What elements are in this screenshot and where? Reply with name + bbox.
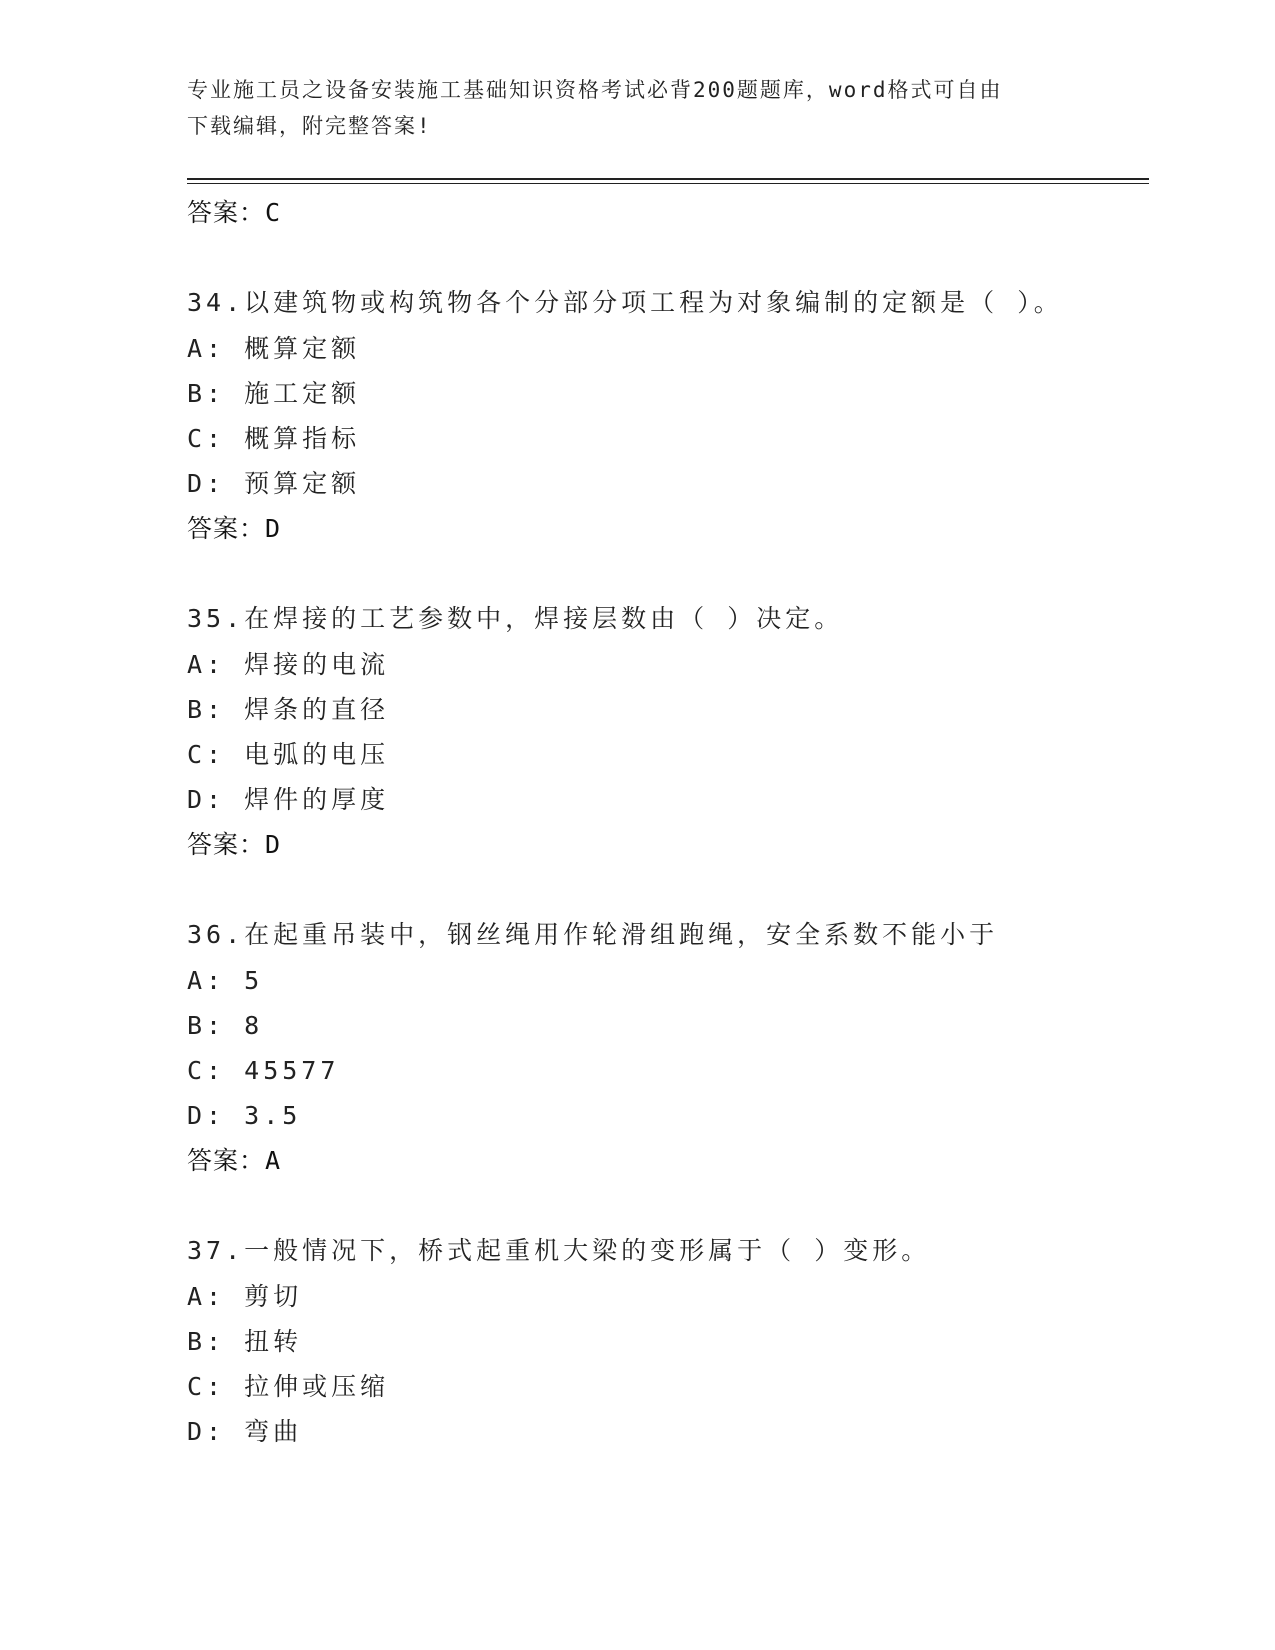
option-a-37: A: 剪切 xyxy=(187,1282,303,1311)
option-b-37: B: 扭转 xyxy=(187,1327,303,1356)
question-block-36 xyxy=(187,912,1147,1184)
option-d-37: D: 弯曲 xyxy=(187,1417,303,1446)
question-list xyxy=(187,190,1147,1454)
question-block-35 xyxy=(187,596,1147,868)
option-d-35: D: 焊件的厚度 xyxy=(187,785,390,814)
option-c-35: C: 电弧的电压 xyxy=(187,740,390,769)
answer-line-35: 答案：D xyxy=(187,830,282,859)
question-text-36: 36.在起重吊装中，钢丝绳用作轮滑组跑绳，安全系数不能小于 xyxy=(187,920,999,949)
question-text-35: 35.在焊接的工艺参数中，焊接层数由（ ）决定。 xyxy=(187,604,844,633)
option-b-34: B: 施工定额 xyxy=(187,379,361,408)
question-text-37: 37.一般情况下，桥式起重机大梁的变形属于（ ）变形。 xyxy=(187,1236,931,1265)
question-block-34 xyxy=(187,280,1147,552)
header-line-2: 下载编辑，附完整答案! xyxy=(187,114,432,138)
question-block-37 xyxy=(187,1228,1147,1454)
option-b-35: B: 焊条的直径 xyxy=(187,695,390,724)
document-header xyxy=(187,72,1067,144)
question-text-34: 34.以建筑物或构筑物各个分部分项工程为对象编制的定额是（ ）。 xyxy=(187,288,1063,317)
answer-line-36: 答案：A xyxy=(187,1146,282,1175)
option-a-35: A: 焊接的电流 xyxy=(187,650,390,679)
option-c-36: C: 45577 xyxy=(187,1056,340,1085)
answer-line-33: 答案：C xyxy=(187,198,282,227)
option-d-36: D: 3.5 xyxy=(187,1101,302,1130)
answer-line-34: 答案：D xyxy=(187,514,282,543)
option-c-34: C: 概算指标 xyxy=(187,424,361,453)
header-divider xyxy=(187,178,1149,184)
option-c-37: C: 拉伸或压缩 xyxy=(187,1372,390,1401)
header-line-1: 专业施工员之设备安装施工基础知识资格考试必背200题题库，word格式可自由 xyxy=(187,78,1003,102)
option-a-36: A: 5 xyxy=(187,966,264,995)
option-d-34: D: 预算定额 xyxy=(187,469,361,498)
option-a-34: A: 概算定额 xyxy=(187,334,361,363)
option-b-36: B: 8 xyxy=(187,1011,264,1040)
